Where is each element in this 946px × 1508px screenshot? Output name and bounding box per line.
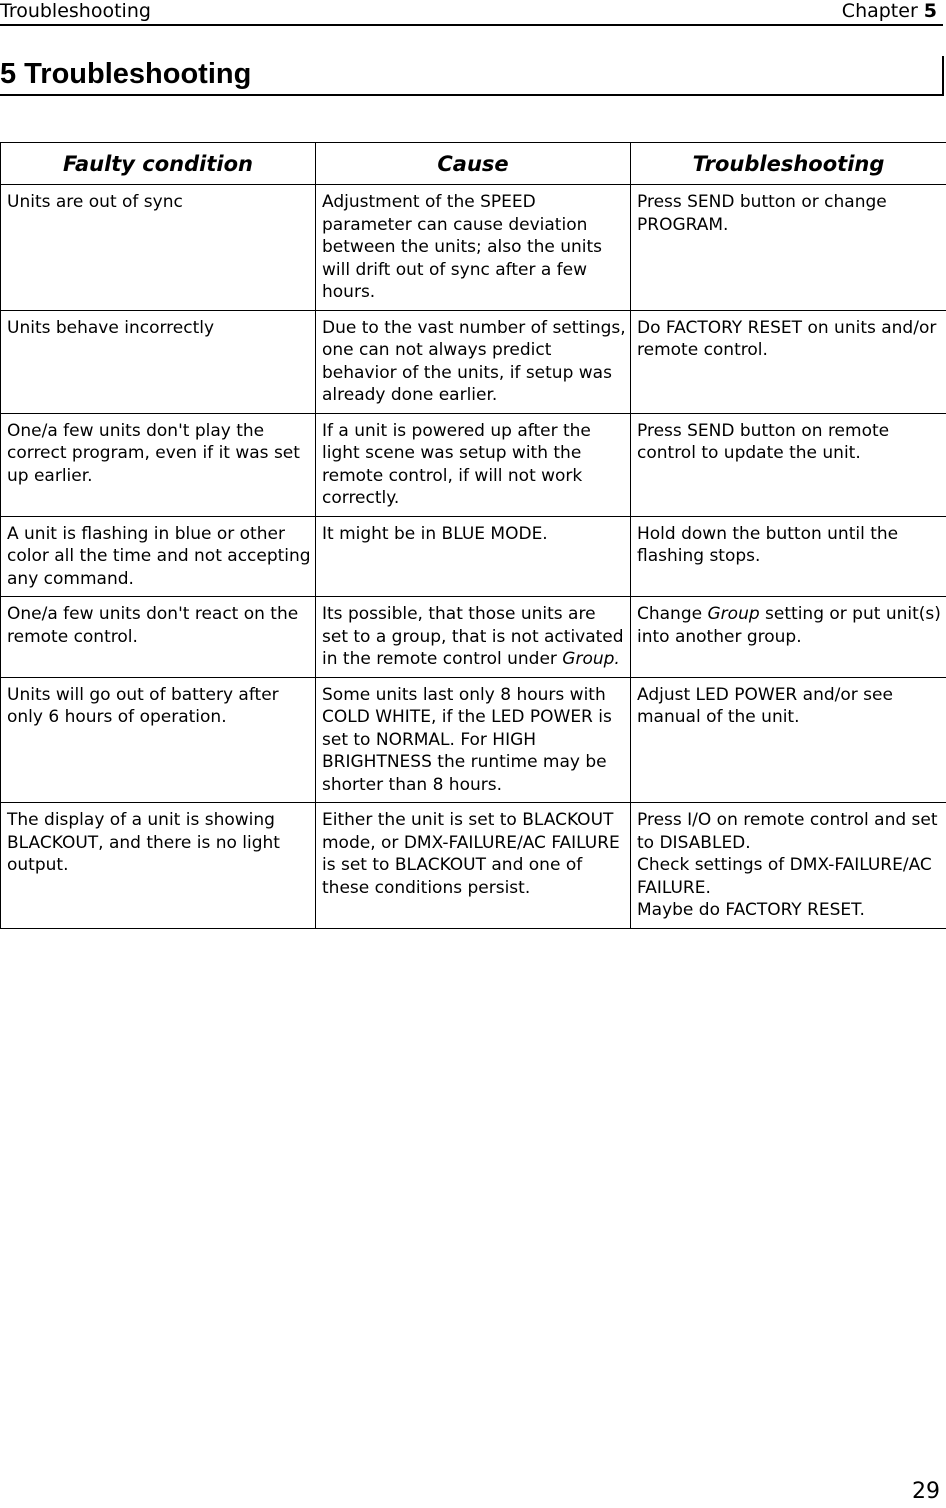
table-header-row (1, 143, 946, 185)
fix-text-start: Change (637, 604, 708, 624)
cause-cell: Some units last only 8 hours with COLD WHITE, if the LED POWER is set to NORMAL. For HIGH BRIGHTNESS the runtime may be shorter than 8 hours. (316, 677, 631, 803)
cause-cell: Adjustment of the SPEED parameter can cause deviation between the units; also the units will drift out of sync after a few hours. (316, 185, 631, 311)
chapter-indicator (842, 0, 937, 22)
condition-cell: One/a few units don't play the correct program, even if it was set up earlier. (1, 413, 316, 516)
running-header (0, 0, 943, 26)
fix-line: Maybe do FACTORY RESET. (637, 900, 865, 920)
cause-cell: It might be in BLUE MODE. (316, 516, 631, 597)
cause-cell (316, 597, 631, 678)
group-setting-reference: Group (707, 604, 760, 624)
chapter-label: Chapter (841, 0, 918, 22)
group-menu-reference: Group. (562, 649, 620, 669)
cause-cell: Either the unit is set to BLACKOUT mode, or DMX-FAILURE/AC FAILURE is set to BLACKOUT and one of these conditions persist. (316, 803, 631, 929)
cause-cell: If a unit is powered up after the light scene was setup with the remote control, if will not work correctly. (316, 413, 631, 516)
fix-cell (631, 597, 946, 678)
fix-cell: Do FACTORY RESET on units and/or remote control. (631, 310, 946, 413)
fix-cell: Adjust LED POWER and/or see manual of the unit. (631, 677, 946, 803)
fix-cell (631, 803, 946, 929)
condition-cell: A unit is flashing in blue or other color all the time and not accepting any command. (1, 516, 316, 597)
fix-cell: Press SEND button or change PROGRAM. (631, 185, 946, 311)
cause-cell: Due to the vast number of settings, one can not always predict behavior of the units, if setup was already done earlier. (316, 310, 631, 413)
chapter-number: 5 (923, 0, 937, 22)
fix-line: Press I/O on remote control and set to DISABLED. (637, 810, 938, 853)
condition-cell: Units will go out of battery after only 6 hours of operation. (1, 677, 316, 803)
table-row (1, 597, 946, 678)
fix-line: Check settings of DMX-FAILURE/AC FAILURE. (637, 855, 932, 898)
troubleshooting-table (0, 142, 946, 929)
table-row (1, 413, 946, 516)
table-row (1, 516, 946, 597)
fix-cell: Press SEND button on remote control to update the unit. (631, 413, 946, 516)
cause-text: Its possible, that those units are set to a group, that is not activated in the remote control under (322, 604, 624, 669)
fix-text-end: setting or put unit(s) into another group. (637, 604, 941, 647)
condition-cell: One/a few units don't react on the remote control. (1, 597, 316, 678)
column-header-faulty-condition: Faulty condition (1, 143, 316, 185)
condition-cell: Units behave incorrectly (1, 310, 316, 413)
column-header-troubleshooting: Troubleshooting (631, 143, 946, 185)
page-number: 29 (912, 1479, 940, 1504)
condition-cell: The display of a unit is showing BLACKOUT, and there is no light output. (1, 803, 316, 929)
running-title: Troubleshooting (0, 0, 151, 22)
table-row (1, 310, 946, 413)
table-row (1, 803, 946, 929)
table-row (1, 185, 946, 311)
fix-cell: Hold down the button until the flashing stops. (631, 516, 946, 597)
chapter-heading: 5 Troubleshooting (0, 56, 944, 96)
column-header-cause: Cause (316, 143, 631, 185)
condition-cell: Units are out of sync (1, 185, 316, 311)
table-row (1, 677, 946, 803)
